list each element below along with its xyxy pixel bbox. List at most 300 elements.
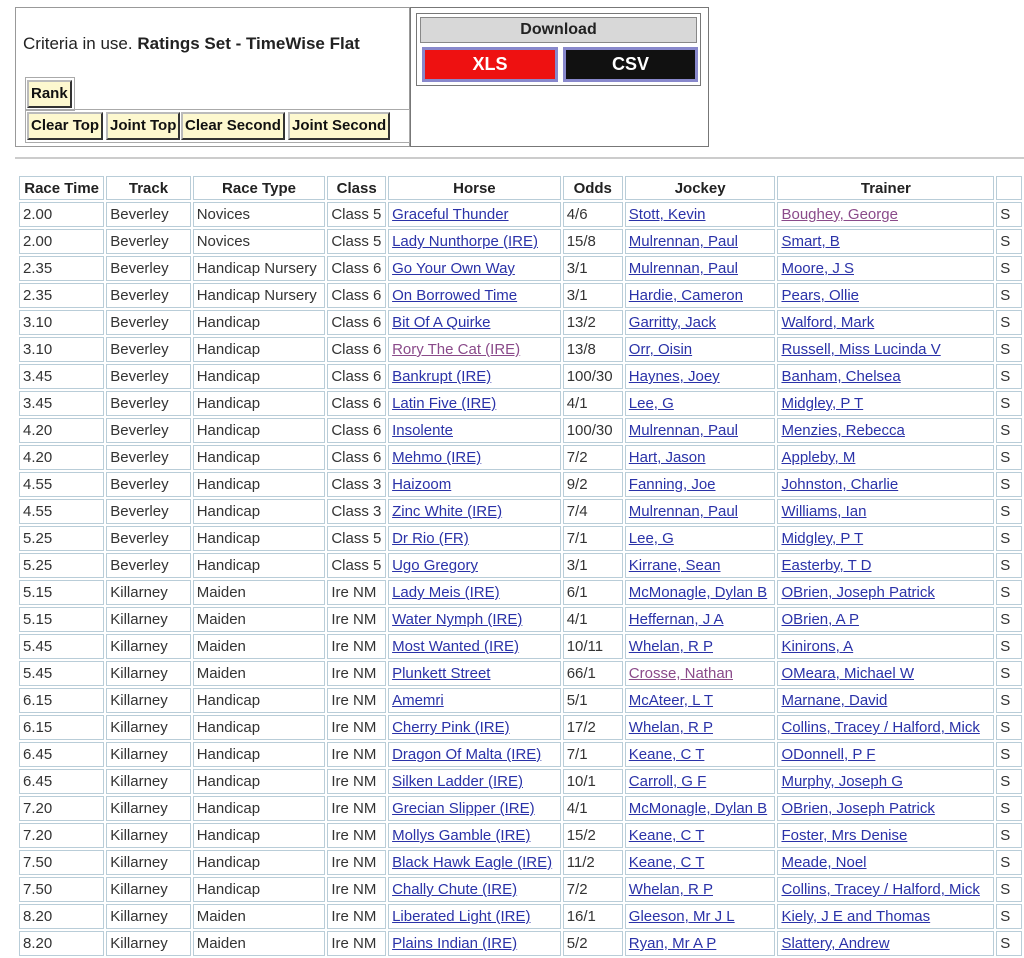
horse-link[interactable]: Liberated Light (IRE) [392, 908, 531, 925]
jockey-link[interactable]: McAteer, L T [628, 692, 713, 709]
trainer-link[interactable]: Appleby, M [781, 449, 856, 466]
cell-trainer [777, 472, 994, 497]
cell-jockey [625, 823, 776, 848]
cell-class: Class 3 [327, 499, 386, 524]
cell-race-type: Handicap [193, 553, 326, 578]
cell-horse [388, 391, 561, 416]
cell-trainer [777, 580, 994, 605]
cell-trainer [777, 445, 994, 470]
cell-track: Beverley [106, 283, 190, 308]
header-race-time[interactable]: Race Time [19, 176, 104, 200]
cell-race-time: 2.35 [19, 256, 104, 281]
cell-track: Beverley [106, 499, 190, 524]
jockey-link[interactable]: Heffernan, J A [628, 611, 724, 628]
cell-race-type: Handicap [193, 715, 326, 740]
cell-extra: S [996, 796, 1022, 821]
jockey-link[interactable]: Lee, G [628, 395, 674, 412]
table-row [19, 553, 1022, 578]
trainer-link[interactable]: Meade, Noel [781, 854, 867, 871]
trainer-link[interactable]: OBrien, A P [781, 611, 860, 628]
header-jockey[interactable]: Jockey [625, 176, 776, 200]
horse-link[interactable]: Bit Of A Quirke [392, 314, 491, 331]
cell-odds: 100/30 [563, 364, 623, 389]
trainer-link[interactable]: Collins, Tracey / Halford, Mick [781, 719, 980, 736]
cell-odds: 66/1 [563, 661, 623, 686]
cell-track: Killarney [106, 580, 190, 605]
jockey-link[interactable]: Crosse, Nathan [628, 665, 733, 682]
jockey-link[interactable]: Hart, Jason [628, 449, 706, 466]
xls-download-button[interactable]: XLS [422, 47, 558, 82]
joint-second-button[interactable]: Joint Second [288, 112, 390, 140]
table-row [19, 391, 1022, 416]
horse-link[interactable]: Bankrupt (IRE) [392, 368, 492, 385]
cell-horse [388, 337, 561, 362]
cell-race-type: Handicap [193, 796, 326, 821]
horse-link[interactable]: Go Your Own Way [392, 260, 515, 277]
cell-odds: 3/1 [563, 283, 623, 308]
horse-link[interactable]: Lady Meis (IRE) [392, 584, 500, 601]
trainer-link[interactable]: Moore, J S [781, 260, 854, 277]
cell-jockey [625, 445, 776, 470]
trainer-link[interactable]: Foster, Mrs Denise [781, 827, 908, 844]
cell-jockey [625, 877, 776, 902]
cell-race-time: 3.10 [19, 337, 104, 362]
cell-class: Class 5 [327, 202, 386, 227]
cell-race-time: 4.55 [19, 499, 104, 524]
cell-class: Class 6 [327, 256, 386, 281]
horse-link[interactable]: Lady Nunthorpe (IRE) [392, 233, 538, 250]
cell-race-time: 7.50 [19, 850, 104, 875]
cell-race-type: Novices [193, 202, 326, 227]
csv-download-button[interactable]: CSV [563, 47, 698, 82]
horse-link[interactable]: Graceful Thunder [392, 206, 509, 223]
cell-odds: 4/6 [563, 202, 623, 227]
horse-link[interactable]: Haizoom [392, 476, 452, 493]
jockey-link[interactable]: Lee, G [628, 530, 674, 547]
cell-jockey [625, 850, 776, 875]
cell-race-type: Maiden [193, 580, 326, 605]
cell-race-time: 8.20 [19, 931, 104, 956]
table-row [19, 526, 1022, 551]
cell-jockey [625, 418, 776, 443]
cell-odds: 7/1 [563, 526, 623, 551]
cell-track: Beverley [106, 418, 190, 443]
trainer-link[interactable]: Midgley, P T [781, 530, 864, 547]
rank-button[interactable]: Rank [27, 80, 72, 108]
trainer-link[interactable]: Boughey, George [781, 206, 898, 223]
cell-trainer [777, 310, 994, 335]
cell-horse [388, 661, 561, 686]
cell-race-time: 7.20 [19, 796, 104, 821]
trainer-link[interactable]: OBrien, Joseph Patrick [781, 800, 935, 817]
cell-class: Ire NM [327, 661, 386, 686]
horse-link[interactable]: Mehmo (IRE) [392, 449, 482, 466]
jockey-link[interactable]: Ryan, Mr A P [628, 935, 717, 952]
cell-race-time: 8.20 [19, 904, 104, 929]
jockey-link[interactable]: Mulrennan, Paul [628, 503, 739, 520]
cell-race-type: Maiden [193, 904, 326, 929]
criteria-panel [15, 7, 410, 147]
header-race-type[interactable]: Race Type [193, 176, 326, 200]
cell-horse [388, 310, 561, 335]
horse-link[interactable]: Insolente [392, 422, 453, 439]
cell-extra: S [996, 337, 1022, 362]
cell-track: Beverley [106, 256, 190, 281]
jockey-link[interactable]: Mulrennan, Paul [628, 233, 739, 250]
horse-link[interactable]: Plunkett Street [392, 665, 491, 682]
cell-horse [388, 283, 561, 308]
cell-track: Killarney [106, 931, 190, 956]
table-row [19, 202, 1022, 227]
header-track[interactable]: Track [106, 176, 190, 200]
jockey-link[interactable]: Fanning, Joe [628, 476, 716, 493]
trainer-link[interactable]: ODonnell, P F [781, 746, 876, 763]
table-row [19, 337, 1022, 362]
header-horse[interactable]: Horse [388, 176, 561, 200]
cell-jockey [625, 904, 776, 929]
cell-race-time: 5.25 [19, 553, 104, 578]
table-row [19, 580, 1022, 605]
header-trainer[interactable]: Trainer [777, 176, 994, 200]
cell-jockey [625, 499, 776, 524]
jockey-link[interactable]: Keane, C T [628, 827, 705, 844]
trainer-link[interactable]: Collins, Tracey / Halford, Mick [781, 881, 980, 898]
header-class[interactable]: Class [327, 176, 386, 200]
cell-race-time: 6.15 [19, 715, 104, 740]
cell-class: Class 5 [327, 229, 386, 254]
cell-race-time: 5.15 [19, 607, 104, 632]
cell-odds: 100/30 [563, 418, 623, 443]
cell-odds: 5/2 [563, 931, 623, 956]
trainer-link[interactable]: Kiely, J E and Thomas [781, 908, 931, 925]
cell-odds: 3/1 [563, 256, 623, 281]
jockey-link[interactable]: Whelan, R P [628, 638, 713, 655]
trainer-link[interactable]: Murphy, Joseph G [781, 773, 903, 790]
jockey-link[interactable]: Carroll, G F [628, 773, 707, 790]
download-panel [410, 7, 709, 147]
cell-track: Beverley [106, 391, 190, 416]
cell-extra: S [996, 580, 1022, 605]
cell-extra: S [996, 877, 1022, 902]
cell-horse [388, 445, 561, 470]
table-row [19, 364, 1022, 389]
table-row [19, 850, 1022, 875]
cell-race-time: 4.20 [19, 445, 104, 470]
cell-extra: S [996, 661, 1022, 686]
filter-button-group [25, 109, 410, 143]
cell-class: Ire NM [327, 634, 386, 659]
cell-extra: S [996, 391, 1022, 416]
cell-odds: 11/2 [563, 850, 623, 875]
cell-jockey [625, 661, 776, 686]
cell-odds: 3/1 [563, 553, 623, 578]
cell-track: Killarney [106, 742, 190, 767]
cell-jockey [625, 310, 776, 335]
cell-odds: 15/2 [563, 823, 623, 848]
jockey-link[interactable]: Kirrane, Sean [628, 557, 721, 574]
trainer-link[interactable]: OBrien, Joseph Patrick [781, 584, 935, 601]
jockey-link[interactable]: McMonagle, Dylan B [628, 800, 768, 817]
cell-trainer [777, 904, 994, 929]
horse-link[interactable]: Plains Indian (IRE) [392, 935, 518, 952]
horse-link[interactable]: Mollys Gamble (IRE) [392, 827, 531, 844]
cell-race-type: Maiden [193, 661, 326, 686]
clear-top-button[interactable]: Clear Top [27, 112, 103, 140]
cell-jockey [625, 202, 776, 227]
cell-jockey [625, 796, 776, 821]
jockey-link[interactable]: McMonagle, Dylan B [628, 584, 768, 601]
horse-link[interactable]: Zinc White (IRE) [392, 503, 503, 520]
jockey-link[interactable]: Whelan, R P [628, 881, 713, 898]
cell-odds: 9/2 [563, 472, 623, 497]
cell-race-time: 5.15 [19, 580, 104, 605]
cell-track: Killarney [106, 850, 190, 875]
cell-jockey [625, 337, 776, 362]
horse-link[interactable]: Black Hawk Eagle (IRE) [392, 854, 553, 871]
cell-trainer [777, 526, 994, 551]
table-row [19, 283, 1022, 308]
trainer-link[interactable]: Midgley, P T [781, 395, 864, 412]
cell-race-type: Handicap [193, 364, 326, 389]
cell-class: Ire NM [327, 823, 386, 848]
cell-horse [388, 418, 561, 443]
cell-trainer [777, 742, 994, 767]
cell-class: Ire NM [327, 904, 386, 929]
horse-link[interactable]: Ugo Gregory [392, 557, 478, 574]
cell-class: Ire NM [327, 769, 386, 794]
results-table [17, 174, 1024, 958]
jockey-link[interactable]: Keane, C T [628, 746, 705, 763]
cell-extra: S [996, 823, 1022, 848]
header-odds[interactable]: Odds [563, 176, 623, 200]
cell-trainer [777, 661, 994, 686]
cell-race-type: Handicap [193, 337, 326, 362]
horse-link[interactable]: Dr Rio (FR) [392, 530, 469, 547]
cell-race-type: Maiden [193, 931, 326, 956]
cell-race-type: Handicap [193, 850, 326, 875]
cell-class: Class 6 [327, 283, 386, 308]
jockey-link[interactable]: Keane, C T [628, 854, 705, 871]
cell-race-type: Novices [193, 229, 326, 254]
cell-extra: S [996, 850, 1022, 875]
jockey-link[interactable]: Stott, Kevin [628, 206, 706, 223]
cell-track: Beverley [106, 310, 190, 335]
trainer-link[interactable]: Johnston, Charlie [781, 476, 899, 493]
trainer-link[interactable]: Pears, Ollie [781, 287, 859, 304]
horse-link[interactable]: Dragon Of Malta (IRE) [392, 746, 542, 763]
cell-trainer [777, 634, 994, 659]
cell-odds: 7/2 [563, 445, 623, 470]
cell-race-time: 5.25 [19, 526, 104, 551]
cell-track: Killarney [106, 688, 190, 713]
jockey-link[interactable]: Hardie, Cameron [628, 287, 743, 304]
cell-track: Beverley [106, 472, 190, 497]
cell-track: Killarney [106, 715, 190, 740]
cell-trainer [777, 769, 994, 794]
cell-extra: S [996, 364, 1022, 389]
trainer-link[interactable]: Easterby, T D [781, 557, 872, 574]
cell-track: Beverley [106, 337, 190, 362]
horse-link[interactable]: On Borrowed Time [392, 287, 518, 304]
criteria-set-name: Ratings Set - TimeWise Flat [137, 34, 360, 53]
cell-trainer [777, 877, 994, 902]
horse-link[interactable]: Cherry Pink (IRE) [392, 719, 510, 736]
cell-trainer [777, 823, 994, 848]
cell-class: Class 6 [327, 337, 386, 362]
cell-extra: S [996, 229, 1022, 254]
cell-odds: 7/2 [563, 877, 623, 902]
cell-trainer [777, 283, 994, 308]
joint-top-button[interactable]: Joint Top [106, 112, 180, 140]
trainer-link[interactable]: Marnane, David [781, 692, 888, 709]
horse-link[interactable]: Latin Five (IRE) [392, 395, 497, 412]
cell-class: Class 6 [327, 445, 386, 470]
jockey-link[interactable]: Orr, Oisin [628, 341, 693, 358]
cell-jockey [625, 607, 776, 632]
cell-horse [388, 229, 561, 254]
trainer-link[interactable]: Kinirons, A [781, 638, 854, 655]
cell-horse [388, 904, 561, 929]
horse-link[interactable]: Silken Ladder (IRE) [392, 773, 523, 790]
cell-horse [388, 742, 561, 767]
horse-link[interactable]: Grecian Slipper (IRE) [392, 800, 535, 817]
cell-odds: 7/4 [563, 499, 623, 524]
cell-race-type: Maiden [193, 607, 326, 632]
cell-jockey [625, 553, 776, 578]
cell-class: Ire NM [327, 877, 386, 902]
cell-race-type: Handicap [193, 418, 326, 443]
cell-track: Beverley [106, 202, 190, 227]
cell-trainer [777, 256, 994, 281]
jockey-link[interactable]: Haynes, Joey [628, 368, 720, 385]
cell-trainer [777, 715, 994, 740]
table-row [19, 688, 1022, 713]
criteria-prefix: Criteria in use. [23, 34, 133, 53]
cell-odds: 4/1 [563, 391, 623, 416]
horse-link[interactable]: Amemri [392, 692, 444, 709]
cell-jockey [625, 526, 776, 551]
cell-race-time: 2.00 [19, 202, 104, 227]
cell-race-time: 4.20 [19, 418, 104, 443]
cell-trainer [777, 499, 994, 524]
cell-extra: S [996, 742, 1022, 767]
cell-race-type: Maiden [193, 634, 326, 659]
jockey-link[interactable]: Mulrennan, Paul [628, 422, 739, 439]
cell-class: Ire NM [327, 688, 386, 713]
trainer-link[interactable]: Walford, Mark [781, 314, 875, 331]
cell-race-type: Handicap [193, 769, 326, 794]
table-row [19, 904, 1022, 929]
cell-class: Class 6 [327, 364, 386, 389]
trainer-link[interactable]: OMeara, Michael W [781, 665, 915, 682]
cell-class: Ire NM [327, 715, 386, 740]
cell-track: Beverley [106, 364, 190, 389]
clear-second-button[interactable]: Clear Second [181, 112, 285, 140]
cell-trainer [777, 607, 994, 632]
horse-link[interactable]: Most Wanted (IRE) [392, 638, 520, 655]
cell-race-time: 6.15 [19, 688, 104, 713]
cell-race-time: 5.45 [19, 634, 104, 659]
cell-race-type: Handicap [193, 499, 326, 524]
cell-horse [388, 931, 561, 956]
trainer-link[interactable]: Russell, Miss Lucinda V [781, 341, 941, 358]
cell-jockey [625, 931, 776, 956]
trainer-link[interactable]: Banham, Chelsea [781, 368, 901, 385]
table-row [19, 445, 1022, 470]
cell-class: Class 6 [327, 391, 386, 416]
cell-race-time: 6.45 [19, 769, 104, 794]
cell-horse [388, 715, 561, 740]
cell-class: Class 3 [327, 472, 386, 497]
table-row [19, 499, 1022, 524]
cell-class: Class 6 [327, 418, 386, 443]
table-row [19, 229, 1022, 254]
trainer-link[interactable]: Williams, Ian [781, 503, 867, 520]
horse-link[interactable]: Rory The Cat (IRE) [392, 341, 521, 358]
horse-link[interactable]: Water Nymph (IRE) [392, 611, 523, 628]
cell-trainer [777, 796, 994, 821]
cell-race-time: 3.45 [19, 391, 104, 416]
table-row [19, 769, 1022, 794]
cell-horse [388, 526, 561, 551]
jockey-link[interactable]: Mulrennan, Paul [628, 260, 739, 277]
cell-class: Ire NM [327, 796, 386, 821]
cell-race-type: Handicap [193, 877, 326, 902]
jockey-link[interactable]: Whelan, R P [628, 719, 713, 736]
horse-link[interactable]: Chally Chute (IRE) [392, 881, 518, 898]
trainer-link[interactable]: Menzies, Rebecca [781, 422, 905, 439]
jockey-link[interactable]: Gleeson, Mr J L [628, 908, 735, 925]
cell-jockey [625, 769, 776, 794]
cell-race-time: 3.10 [19, 310, 104, 335]
cell-jockey [625, 391, 776, 416]
cell-extra: S [996, 445, 1022, 470]
cell-odds: 4/1 [563, 796, 623, 821]
cell-odds: 7/1 [563, 742, 623, 767]
cell-race-type: Handicap [193, 823, 326, 848]
cell-horse [388, 499, 561, 524]
trainer-link[interactable]: Smart, B [781, 233, 840, 250]
jockey-link[interactable]: Garritty, Jack [628, 314, 717, 331]
cell-race-time: 3.45 [19, 364, 104, 389]
cell-horse [388, 688, 561, 713]
cell-race-type: Handicap Nursery [193, 256, 326, 281]
trainer-link[interactable]: Slattery, Andrew [781, 935, 890, 952]
cell-trainer [777, 229, 994, 254]
table-row [19, 418, 1022, 443]
cell-race-type: Handicap [193, 526, 326, 551]
cell-trainer [777, 202, 994, 227]
cell-horse [388, 634, 561, 659]
download-title: Download [420, 17, 697, 43]
cell-track: Beverley [106, 229, 190, 254]
header-extra[interactable] [996, 176, 1022, 200]
cell-race-type: Handicap [193, 688, 326, 713]
cell-jockey [625, 256, 776, 281]
cell-race-type: Handicap [193, 391, 326, 416]
cell-jockey [625, 229, 776, 254]
cell-horse [388, 877, 561, 902]
table-row [19, 715, 1022, 740]
table-row [19, 661, 1022, 686]
cell-extra: S [996, 526, 1022, 551]
cell-odds: 13/2 [563, 310, 623, 335]
cell-odds: 6/1 [563, 580, 623, 605]
cell-class: Ire NM [327, 580, 386, 605]
cell-extra: S [996, 418, 1022, 443]
cell-class: Ire NM [327, 850, 386, 875]
cell-track: Killarney [106, 877, 190, 902]
